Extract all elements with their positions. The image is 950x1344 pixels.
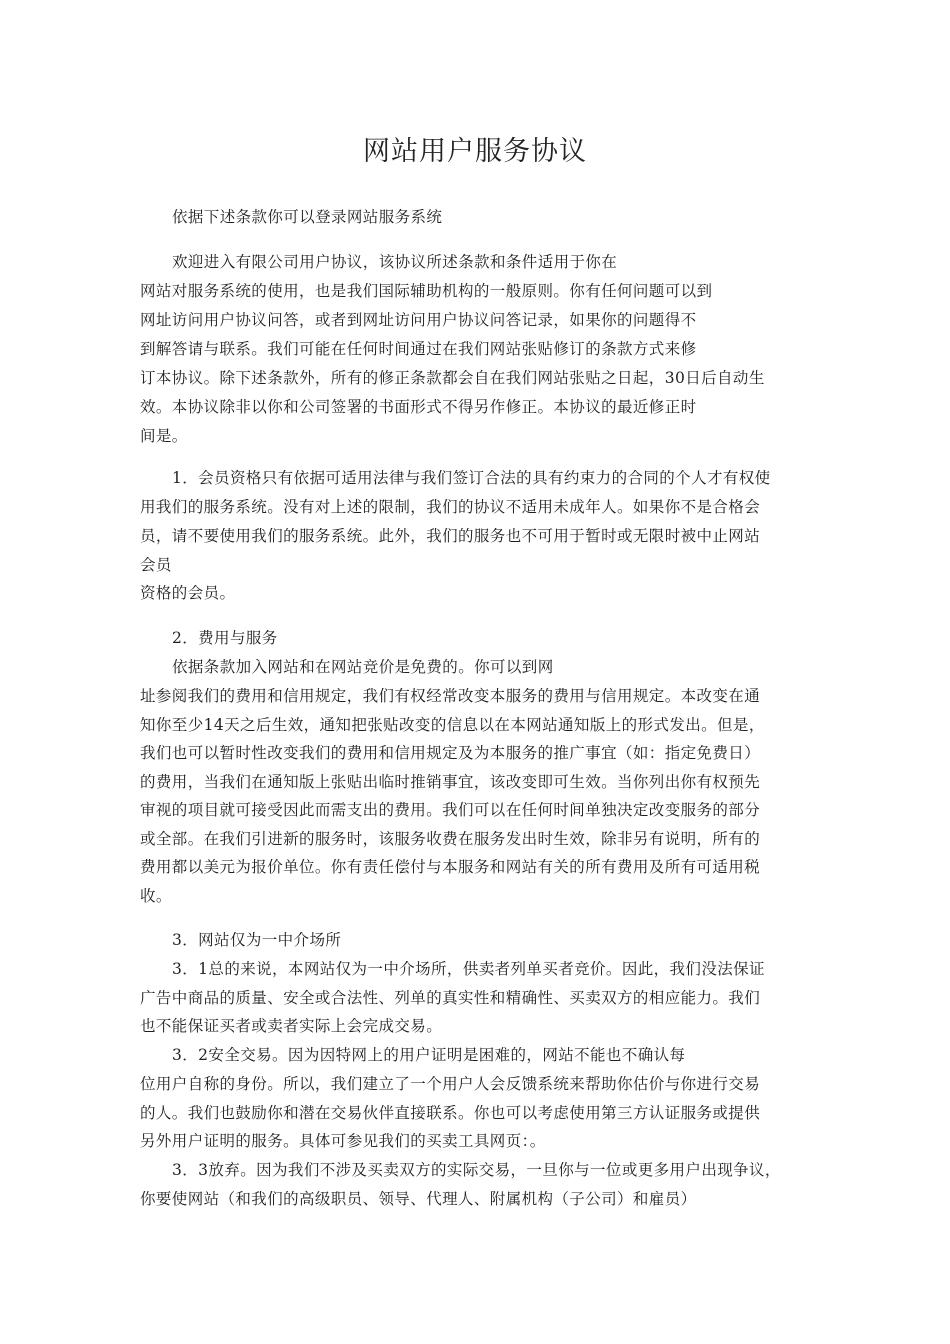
text-line: 我们也可以暂时性改变我们的费用和信用规定及为本服务的推广事宜（如：指定免费日）: [140, 744, 761, 762]
text-line: 审视的项目就可接受因此而需支出的费用。我们可以在任何时间单独决定改变服务的部分: [140, 801, 761, 819]
text-line: 效。本协议除非以你和公司签署的书面形式不得另作修正。本协议的最近修正时: [140, 398, 697, 416]
text-line: 也不能保证买者或卖者实际上会完成交易。: [140, 1017, 443, 1035]
text-line: 知你至少14天之后生效，通知把张贴改变的信息以在本网站通知版上的形式发出。但是，: [140, 716, 765, 734]
text-line: 另外用户证明的服务。具体可参见我们的买卖工具网页：。: [140, 1132, 546, 1150]
document-title: 网站用户服务协议: [363, 136, 587, 167]
text-line: 员，请不要使用我们的服务系统。此外，我们的服务也不可用于暂时或无限时被中止网站: [140, 527, 761, 545]
text-line: 址参阅我们的费用和信用规定，我们有权经常改变本服务的费用与信用规定。本改变在通: [140, 687, 761, 705]
text-line: 依据下述条款你可以登录网站服务系统: [172, 208, 443, 226]
text-line: 费用都以美元为报价单位。你有责任偿付与本服务和网站有关的所有费用及所有可适用税: [140, 858, 761, 876]
text-line: 你要使网站（和我们的高级职员、领导、代理人、附属机构（子公司）和雇员）: [140, 1190, 697, 1208]
section-heading: 2．费用与服务: [172, 629, 278, 647]
text-line: 资格的会员。: [140, 584, 236, 602]
text-line: 1．会员资格只有依据可适用法律与我们签订合法的具有约束力的合同的个人才有权使: [172, 469, 771, 487]
text-line: 广告中商品的质量、安全或合法性、列单的真实性和精确性、买卖双方的相应能力。我们: [140, 989, 761, 1007]
text-line: 间是。: [140, 427, 188, 445]
text-line: 会员: [140, 556, 172, 574]
text-line: 收。: [140, 887, 172, 905]
text-line: 网站对服务系统的使用，也是我们国际辅助机构的一般原则。你有任何问题可以到: [140, 282, 713, 300]
text-line: 订本协议。除下述条款外，所有的修正条款都会自在我们网站张贴之日起，30日后自动生: [140, 369, 765, 387]
text-line: 欢迎进入有限公司用户协议，该协议所述条款和条件适用于你在: [172, 253, 618, 271]
text-line: 用我们的服务系统。没有对上述的限制，我们的协议不适用未成年人。如果你不是合格会: [140, 498, 761, 516]
text-line: 的人。我们也鼓励你和潜在交易伙伴直接联系。你也可以考虑使用第三方认证服务或提供: [140, 1104, 761, 1122]
text-line: 依据条款加入网站和在网站竞价是免费的。你可以到网: [172, 658, 554, 676]
text-line: 或全部。在我们引进新的服务时，该服务收费在服务发出时生效，除非另有说明，所有的: [140, 830, 761, 848]
text-line: 网址访问用户协议问答，或者到网址访问用户协议问答记录，如果你的问题得不: [140, 311, 697, 329]
section-heading: 3．网站仅为一中介场所: [172, 931, 342, 949]
text-line: 位用户自称的身份。所以，我们建立了一个用户人会反馈系统来帮助你估价与你进行交易: [140, 1075, 761, 1093]
text-line: 3．2安全交易。因为因特网上的用户证明是困难的，网站不能也不确认每: [172, 1046, 686, 1064]
text-line: 3．1总的来说，本网站仅为一中介场所，供卖者列单买者竞价。因此，我们没法保证: [172, 960, 765, 978]
text-line: 的费用，当我们在通知版上张贴出临时推销事宜，该改变即可生效。当你列出你有权预先: [140, 773, 761, 791]
text-line: 到解答请与联系。我们可能在任何时间通过在我们网站张贴修订的条款方式来修: [140, 340, 697, 358]
text-line: 3．3放弃。因为我们不涉及买卖双方的实际交易，一旦你与一位或更多用户出现争议，: [172, 1161, 781, 1179]
